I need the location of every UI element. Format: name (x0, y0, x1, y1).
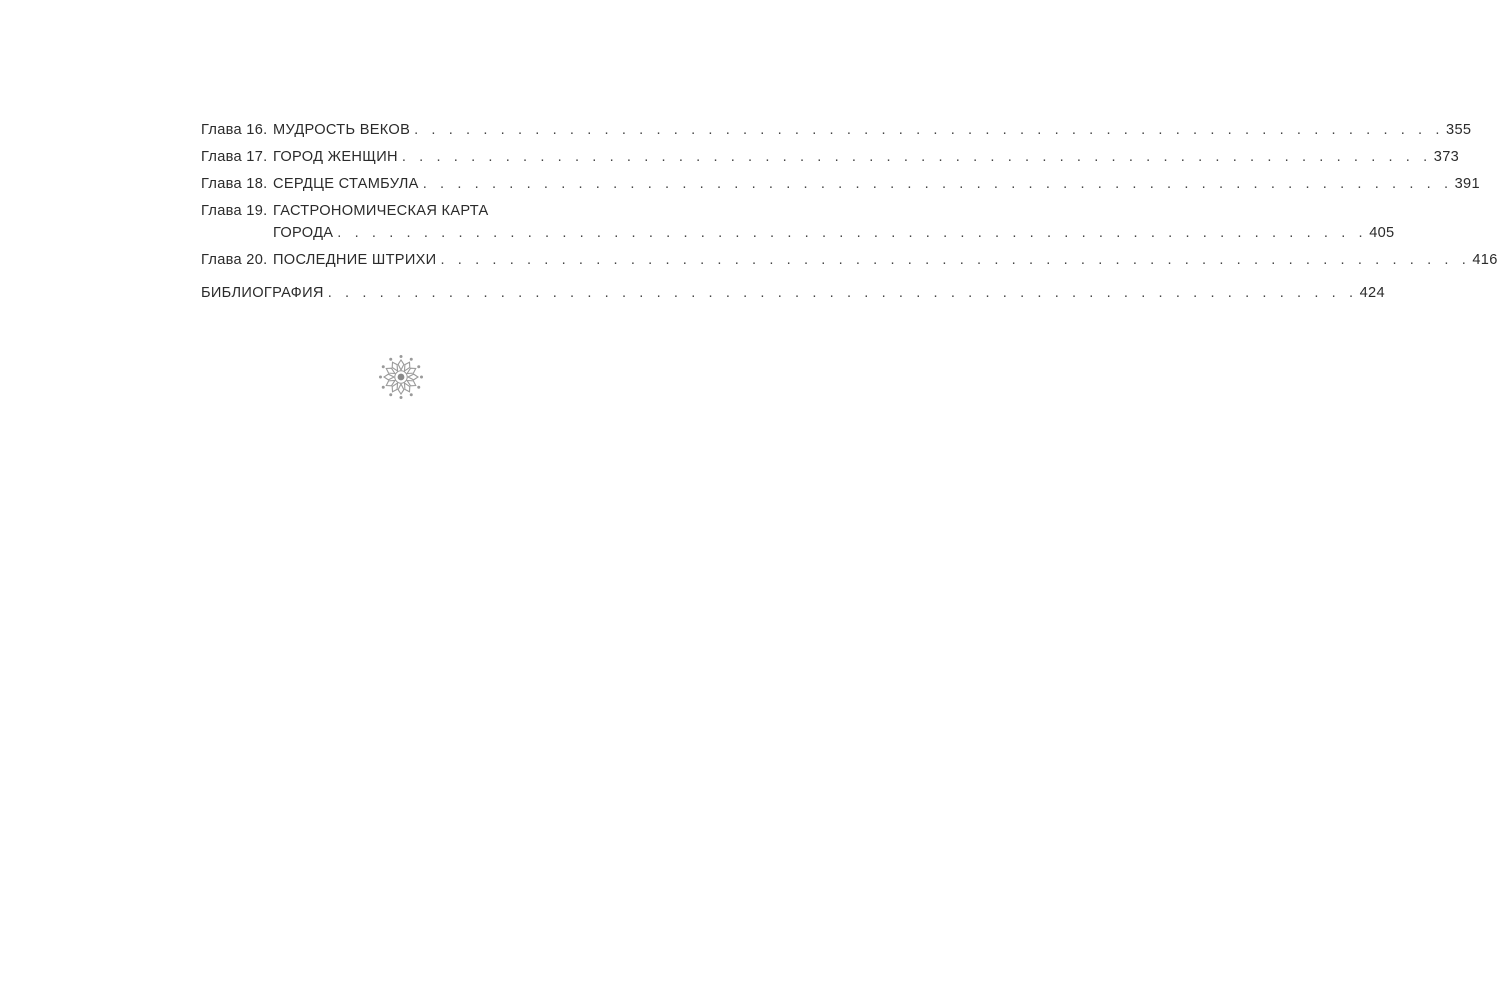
star-rosette-ornament-icon (378, 354, 424, 400)
ornament-dot (382, 365, 385, 368)
dot-leader (423, 173, 1453, 195)
toc-entry[interactable] (201, 249, 1498, 271)
ornament-dot (379, 376, 382, 379)
dot-leader (328, 282, 1358, 304)
ornament-dot (417, 365, 420, 368)
toc-entry[interactable] (201, 146, 1460, 168)
dot-leader (414, 119, 1444, 141)
ornament-dot (420, 376, 423, 379)
chapter-title-line-1: ГАСТРОНОМИЧЕСКАЯ КАРТА (273, 203, 489, 219)
chapter-title: СЕРДЦЕ СТАМБУЛА (273, 176, 419, 192)
page-number: 391 (1454, 176, 1480, 192)
chapter-number: Глава 20. (201, 252, 268, 268)
dot-leader (402, 146, 1432, 168)
ornament-petal (384, 374, 394, 380)
chapter-title-line-2: ГОРОДА (273, 225, 334, 241)
ornament-dot (382, 386, 385, 389)
ornament-dot (400, 396, 403, 399)
bibliography-title: БИБЛИОГРАФИЯ (201, 285, 324, 301)
chapter-number: Глава 19. (201, 203, 268, 219)
chapter-number: Глава 18. (201, 176, 268, 192)
page-number: 424 (1359, 285, 1385, 301)
toc-entry-bibliography[interactable] (201, 282, 1385, 304)
page-number: 355 (1446, 122, 1472, 138)
ornament-petal (398, 384, 404, 394)
page-number: 405 (1369, 225, 1395, 241)
toc-entry[interactable] (201, 173, 1480, 195)
toc-entry[interactable] (201, 200, 1395, 244)
toc-entry[interactable] (201, 119, 1472, 141)
ornament-dot (389, 393, 392, 396)
page-number: 373 (1433, 149, 1460, 165)
dot-leader (440, 249, 1470, 271)
ornament-petal (398, 360, 404, 370)
ornament-dot (400, 355, 403, 358)
chapter-title: ПОСЛЕДНИЕ ШТРИХИ (273, 252, 437, 268)
chapter-number: Глава 16. (201, 122, 268, 138)
ornament-dot (410, 393, 413, 396)
ornament-dot (389, 358, 392, 361)
page-number: 416 (1472, 252, 1498, 268)
chapter-title: МУДРОСТЬ ВЕКОВ (273, 122, 411, 138)
chapter-title: ГОРОД ЖЕНЩИН (273, 149, 398, 165)
ornament-petal (408, 374, 418, 380)
chapter-number: Глава 17. (201, 149, 268, 165)
ornament-dot (410, 358, 413, 361)
ornament-dot (417, 386, 420, 389)
dot-leader (337, 222, 1367, 244)
